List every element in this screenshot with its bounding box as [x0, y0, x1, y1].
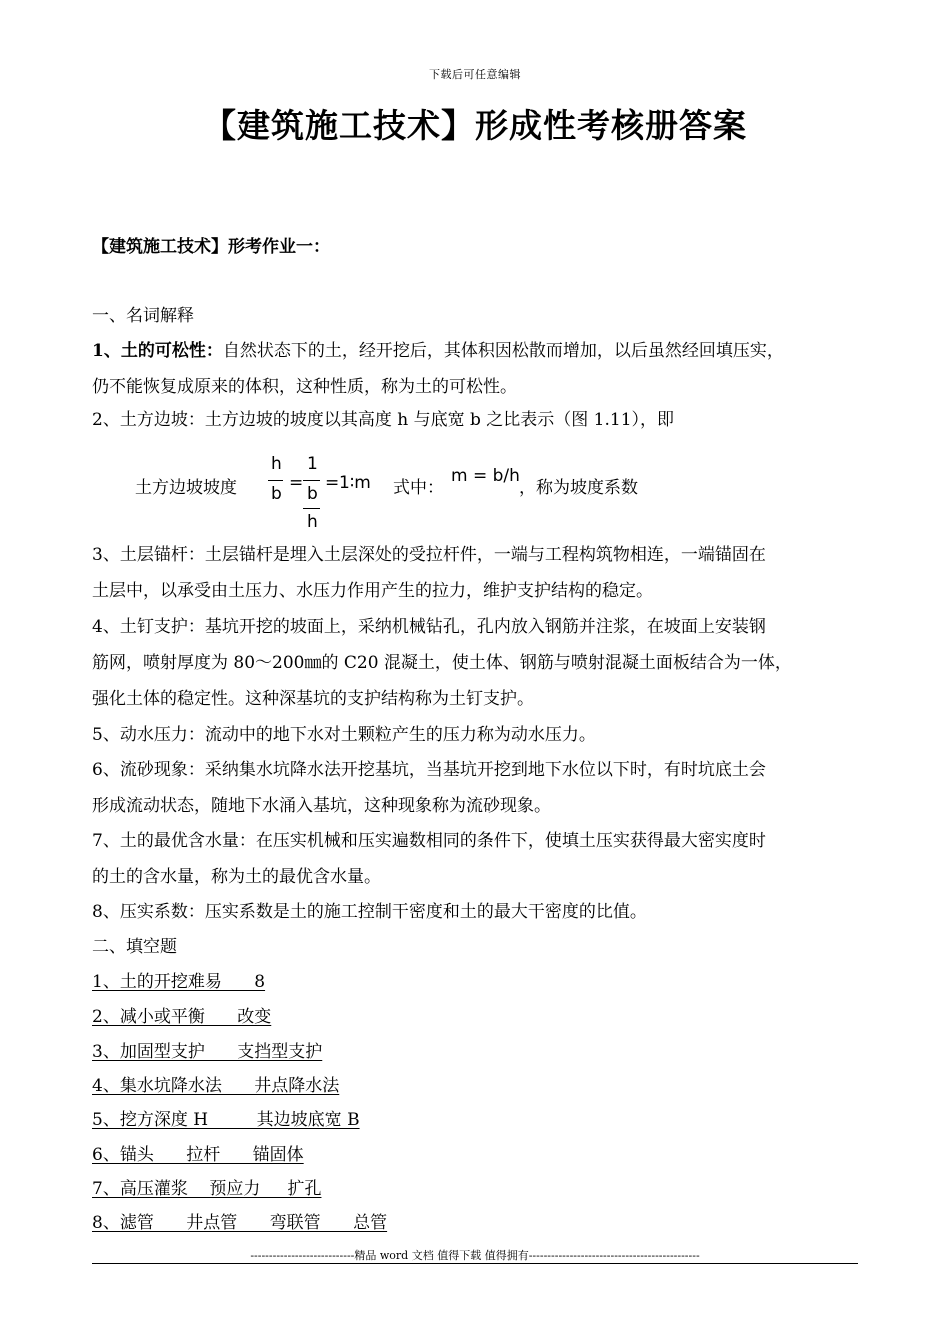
formula-equals-2: = — [325, 473, 340, 493]
term-3-line-2: 土层中，以承受由土压力、水压力作用产生的拉力，维护支护结构的稳定。 — [92, 581, 653, 601]
formula-inner-h: h — [307, 512, 318, 532]
formula-inner-b: b — [307, 484, 318, 504]
fill-answer-3: 3、加固型支护 支挡型支护 — [92, 1042, 323, 1062]
formula-fraction-bar-2 — [303, 480, 320, 481]
formula-one: 1 — [307, 454, 318, 474]
term-5-line-1: 5、动水压力：流动中的地下水对土颗粒产生的压力称为动水压力。 — [92, 725, 596, 745]
fill-answer-6: 6、锚头 拉杆 锚固体 — [92, 1145, 304, 1165]
term-8-line-1: 8、压实系数：压实系数是土的施工控制干密度和土的最大干密度的比值。 — [92, 902, 647, 922]
formula-description: ，称为坡度系数 — [519, 478, 638, 498]
formula-where: 式中： — [393, 478, 444, 498]
term-6-line-2: 形成流动状态，随地下水涌入基坑，这种现象称为流砂现象。 — [92, 796, 551, 816]
formula-ratio: 1∶m — [339, 473, 371, 493]
term-2-line-1: 2、土方边坡：土方边坡的坡度以其高度 h 与底宽 b 之比表示（图 1.11），即 — [92, 410, 675, 430]
term-4-line-3: 强化土体的稳定性。这种深基坑的支护结构称为土钉支护。 — [92, 689, 534, 709]
formula-fraction-bar-1 — [268, 480, 283, 481]
footer-rule — [92, 1263, 858, 1264]
term-6-line-1: 6、流砂现象：采纳集水坑降水法开挖基坑，当基坑开挖到地下水位以下时，有时坑底土会 — [92, 760, 766, 780]
formula-left: 土方边坡坡度 — [135, 478, 237, 498]
terms-heading: 一、名词解释 — [92, 306, 194, 326]
fill-answer-8: 8、滤管 井点管 弯联管 总管 — [92, 1213, 388, 1233]
term-7-line-2: 的土的含水量，称为土的最优含水量。 — [92, 867, 381, 887]
formula-m-definition: m = b/h — [451, 466, 520, 486]
formula-h-numerator: h — [271, 454, 282, 474]
formula-b-denominator: b — [271, 484, 282, 504]
term-1-line-1 — [92, 336, 784, 361]
footer-text: ----------------------------精品 word 文档 值得下载 值得拥有---------------------------------------------- — [250, 1249, 700, 1262]
term-1-definition: 自然状态下的土，经开挖后，其体积因松散而增加，以后虽然经回填压实， — [222, 341, 784, 361]
fill-answer-7: 7、高压灌浆 预应力 扩孔 — [92, 1179, 322, 1199]
formula-fraction-bar-3 — [303, 508, 320, 509]
document-title: 【建筑施工技术】形成性考核册答案 — [203, 106, 747, 145]
header-note: 下载后可任意编辑 — [429, 68, 521, 81]
fill-answer-1: 1、土的开挖难易 8 — [92, 972, 266, 992]
fill-answer-5: 5、挖方深度 H 其边坡底宽 B — [92, 1110, 360, 1130]
term-3-line-1: 3、土层锚杆：土层锚杆是埋入土层深处的受拉杆件，一端与工程构筑物相连，一端锚固在 — [92, 545, 766, 565]
fill-answer-2: 2、减小或平衡 改变 — [92, 1007, 272, 1027]
formula-equals-1: = — [289, 473, 304, 493]
term-4-line-2: 筋网，喷射厚度为 80～200㎜的 C20 混凝土，使土体、钢筋与喷射混凝土面板结合为一体， — [92, 653, 792, 673]
fill-heading: 二、填空题 — [92, 937, 177, 957]
slope-formula — [135, 454, 695, 538]
term-1-line-2: 仍不能恢复成原来的体积，这种性质，称为土的可松性。 — [92, 377, 517, 397]
term-7-line-1: 7、土的最优含水量：在压实机械和压实遍数相同的条件下，使填土压实获得最大密实度时 — [92, 831, 766, 851]
term-1-label: 1、土的可松性： — [92, 341, 223, 361]
assignment-title: 【建筑施工技术】形考作业一： — [92, 237, 330, 257]
fill-answer-4: 4、集水坑降水法 井点降水法 — [92, 1076, 340, 1096]
term-4-line-1: 4、土钉支护：基坑开挖的坡面上，采纳机械钻孔，孔内放入钢筋并注浆，在坡面上安装钢 — [92, 617, 766, 637]
